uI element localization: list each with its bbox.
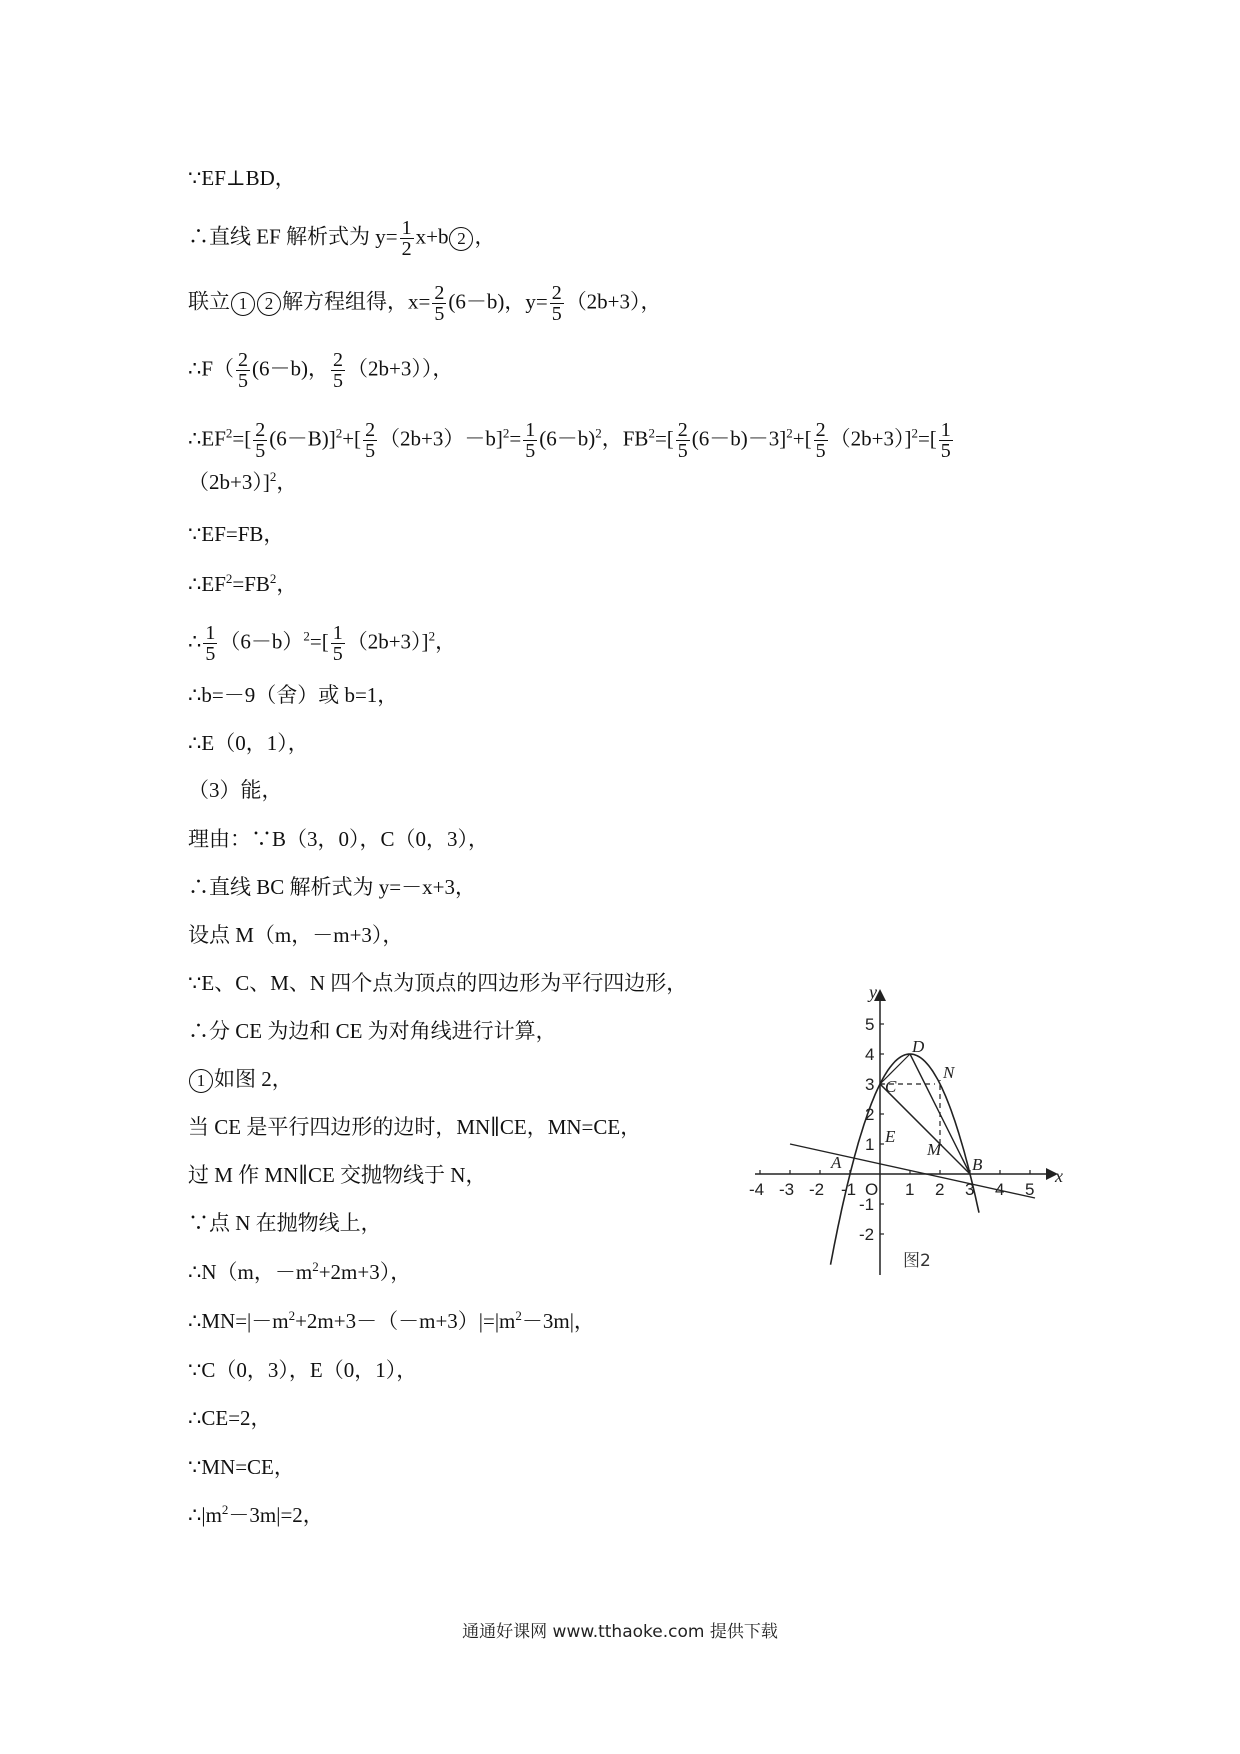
text-line-26 bbox=[188, 1452, 295, 1482]
line-text: (6－B)] bbox=[269, 426, 336, 451]
fraction bbox=[400, 218, 414, 259]
text-line-18 bbox=[188, 1064, 293, 1094]
x-axis-label: x bbox=[1055, 1166, 1063, 1186]
fraction bbox=[814, 420, 828, 461]
text-line-4 bbox=[188, 350, 453, 391]
line-text: ， bbox=[276, 470, 298, 494]
denominator: 5 bbox=[205, 643, 216, 665]
figure-caption: 图2 bbox=[903, 1251, 931, 1271]
denominator: 5 bbox=[525, 440, 536, 462]
superscript: 2 bbox=[303, 628, 310, 644]
x-tick-label: -2 bbox=[809, 1180, 825, 1199]
superscript: 2 bbox=[269, 469, 277, 484]
superscript: 2 bbox=[269, 571, 277, 586]
x-tick-label: 2 bbox=[935, 1180, 945, 1199]
numerator: 1 bbox=[205, 622, 216, 644]
circled-number: 2 bbox=[449, 227, 473, 251]
fraction bbox=[203, 623, 217, 664]
fraction bbox=[676, 420, 690, 461]
line-text: ∴b=－9（舍）或 b=1， bbox=[188, 683, 399, 707]
denominator: 5 bbox=[238, 370, 249, 392]
circled-number: 2 bbox=[257, 292, 281, 316]
superscript: 2 bbox=[515, 1308, 522, 1323]
superscript: 2 bbox=[288, 1308, 296, 1323]
line-text: ∴EF bbox=[188, 426, 226, 451]
point-label-e: E bbox=[885, 1127, 896, 1146]
fraction bbox=[253, 420, 267, 461]
denominator: 2 bbox=[401, 238, 412, 260]
line-text: 设点 M（m，－m+3）， bbox=[188, 923, 404, 947]
x-tick-label: 1 bbox=[905, 1180, 915, 1199]
line-text: 过 M 作 MN∥CE 交抛物线于 N， bbox=[188, 1163, 487, 1187]
x-tick-label: 4 bbox=[995, 1180, 1005, 1199]
line-text: （2b+3）， bbox=[565, 289, 662, 314]
y-tick-label: 5 bbox=[865, 1015, 875, 1034]
line-text: ∴F（ bbox=[188, 356, 235, 381]
line-text: ∴|m bbox=[188, 1503, 222, 1527]
point-label-m: M bbox=[927, 1140, 942, 1159]
line-text: (6－b)， bbox=[252, 356, 330, 381]
line-text: ， bbox=[435, 629, 457, 654]
text-line-2: ∴直线 EF 解析式为 y= $\frac{1}{2}$ x+b 2 ， bbox=[188, 217, 496, 260]
y-tick-label: 2 bbox=[865, 1105, 875, 1124]
y-tick-label: -1 bbox=[859, 1195, 875, 1214]
line-text: ∵E、C、M、N 四个点为顶点的四边形为平行四边形， bbox=[188, 971, 688, 995]
denominator: 5 bbox=[815, 440, 826, 462]
numerator: 2 bbox=[677, 419, 688, 441]
line-text: (6－b) bbox=[539, 426, 596, 451]
text-line-1 bbox=[188, 163, 296, 193]
fraction bbox=[236, 350, 250, 391]
x-tick-label: -1 bbox=[841, 1180, 857, 1199]
line-text: ∴MN=|－m bbox=[188, 1309, 289, 1333]
page-footer: 通通好课网 www.tthaoke.com 提供下载 bbox=[462, 1622, 778, 1642]
figure-2-diagram bbox=[749, 980, 1085, 1280]
text-line-11 bbox=[188, 728, 309, 758]
line-text: ∴直线 BC 解析式为 y=－x+3， bbox=[188, 875, 476, 899]
y-tick-label: 3 bbox=[865, 1075, 875, 1094]
numerator: 1 bbox=[940, 419, 951, 441]
line-text: ∴E（0，1）， bbox=[188, 731, 309, 755]
line-text: ∵点 N 在抛物线上， bbox=[188, 1211, 382, 1235]
text-line-10 bbox=[188, 680, 398, 710]
text-line-19 bbox=[188, 1112, 641, 1142]
y-tick-label: 4 bbox=[865, 1045, 875, 1064]
text-line-24 bbox=[188, 1355, 417, 1385]
line-text: 当 CE 是平行四边形的边时，MN∥CE，MN=CE， bbox=[188, 1115, 642, 1139]
x-tick-label: -4 bbox=[749, 1180, 765, 1199]
text-line-3 bbox=[188, 283, 662, 324]
fraction bbox=[331, 623, 345, 664]
line-text: 解方程组得，x= bbox=[282, 289, 431, 314]
text-line-15 bbox=[188, 920, 403, 950]
line-text: ∴ bbox=[188, 629, 202, 654]
point-label-a: A bbox=[831, 1153, 842, 1172]
superscript: 2 bbox=[225, 571, 233, 586]
numerator: 1 bbox=[525, 419, 536, 441]
numerator: 2 bbox=[434, 282, 445, 304]
line-text: ∴N（m，－m bbox=[188, 1260, 313, 1284]
x-tick-label: -3 bbox=[779, 1180, 795, 1199]
denominator: 5 bbox=[434, 303, 445, 325]
superscript: 2 bbox=[911, 425, 918, 441]
numerator: 2 bbox=[551, 282, 562, 304]
point-label-d: D bbox=[912, 1037, 925, 1056]
denominator: 5 bbox=[333, 370, 344, 392]
superscript: 2 bbox=[335, 425, 343, 441]
superscript: 2 bbox=[595, 425, 602, 441]
line-text: =[ bbox=[309, 629, 329, 654]
line-text: x+b bbox=[415, 224, 449, 249]
fraction bbox=[550, 283, 564, 324]
text-line-20 bbox=[188, 1160, 486, 1190]
numerator: 1 bbox=[332, 622, 343, 644]
fraction bbox=[939, 420, 953, 461]
line-text: 联立 bbox=[188, 289, 230, 314]
text-line-12 bbox=[188, 775, 283, 805]
x-tick-label: 3 bbox=[965, 1180, 975, 1199]
line-text: －3m|， bbox=[521, 1309, 595, 1333]
superscript: 2 bbox=[648, 425, 655, 441]
y-tick-label: -2 bbox=[859, 1225, 875, 1244]
line-text: ∴分 CE 为边和 CE 为对角线进行计算， bbox=[188, 1019, 557, 1043]
text-line-17 bbox=[188, 1016, 557, 1046]
line-text: +[ bbox=[792, 426, 812, 451]
text-line-5 bbox=[188, 420, 955, 461]
text-line-14 bbox=[188, 872, 476, 902]
line-text: 如图 2， bbox=[214, 1067, 293, 1091]
line-text: ∴直线 EF 解析式为 y= bbox=[188, 224, 398, 249]
line-text: ∵EF=FB， bbox=[188, 522, 285, 546]
line-text: （2b+3）] bbox=[829, 426, 912, 451]
line-text: （2b+3））， bbox=[347, 356, 454, 381]
line-text: = bbox=[509, 426, 522, 451]
fraction bbox=[523, 420, 537, 461]
line-text: ∵EF⊥BD， bbox=[188, 166, 296, 190]
line-text: ∵C（0，3），E（0，1）， bbox=[188, 1358, 418, 1382]
text-line-8 bbox=[188, 569, 297, 599]
numerator: 2 bbox=[238, 349, 249, 371]
text-line-7 bbox=[188, 519, 284, 549]
superscript: 2 bbox=[786, 425, 793, 441]
line-text: （3）能， bbox=[188, 778, 283, 802]
fraction bbox=[331, 350, 345, 391]
denominator: 5 bbox=[940, 440, 951, 462]
text-line-27 bbox=[188, 1500, 324, 1530]
line-text: ∴CE=2， bbox=[188, 1406, 272, 1430]
point-label-n: N bbox=[943, 1063, 955, 1082]
superscript: 2 bbox=[428, 628, 436, 644]
y-tick-label: 1 bbox=[865, 1135, 875, 1154]
parabola-curve bbox=[831, 1054, 980, 1265]
fraction bbox=[432, 283, 446, 324]
line-text: ∴EF bbox=[188, 572, 226, 596]
denominator: 5 bbox=[677, 440, 688, 462]
text-line-25 bbox=[188, 1403, 272, 1433]
point-label-b: B bbox=[972, 1155, 983, 1174]
circled-number: 1 bbox=[189, 1069, 213, 1093]
x-tick-label: O bbox=[865, 1180, 879, 1199]
line-text: ，FB bbox=[601, 426, 649, 451]
numerator: 2 bbox=[815, 419, 826, 441]
numerator: 2 bbox=[365, 419, 376, 441]
line-text: ∵MN=CE， bbox=[188, 1455, 295, 1479]
text-line-23 bbox=[188, 1306, 595, 1336]
superscript: 2 bbox=[502, 425, 510, 441]
line-text: =[ bbox=[232, 426, 252, 451]
superscript: 2 bbox=[225, 425, 233, 441]
line-text: （6－b） bbox=[219, 629, 304, 654]
line-text: 理由：∵B（3，0），C（0，3）， bbox=[188, 827, 490, 851]
line-text: (6－b)，y= bbox=[448, 289, 548, 314]
fraction bbox=[363, 420, 377, 461]
denominator: 5 bbox=[332, 643, 343, 665]
line-text: －3m|=2， bbox=[228, 1503, 324, 1527]
line-text: （2b+3）] bbox=[188, 470, 270, 494]
line-text: +2m+3－（－m+3）|=|m bbox=[295, 1309, 516, 1333]
x-tick-label: 5 bbox=[1025, 1180, 1035, 1199]
line-text: =FB bbox=[232, 572, 270, 596]
line-text: =[ bbox=[917, 426, 937, 451]
numerator: 2 bbox=[333, 349, 344, 371]
circled-number: 1 bbox=[231, 292, 255, 316]
superscript: 2 bbox=[221, 1502, 229, 1517]
y-axis-label: y bbox=[869, 982, 877, 1002]
superscript: 2 bbox=[312, 1259, 319, 1274]
denominator: 5 bbox=[365, 440, 376, 462]
text-line-9 bbox=[188, 623, 456, 664]
line-text: ， bbox=[276, 572, 298, 596]
line-text: （2b+3）－b] bbox=[379, 426, 503, 451]
text-line-13 bbox=[188, 824, 489, 854]
line-text: =[ bbox=[654, 426, 674, 451]
numerator: 2 bbox=[255, 419, 266, 441]
line-text: （2b+3）] bbox=[346, 629, 429, 654]
denominator: 5 bbox=[255, 440, 266, 462]
denominator: 5 bbox=[551, 303, 562, 325]
point-label-c: C bbox=[885, 1077, 897, 1096]
line-text: (6－b)－3] bbox=[691, 426, 787, 451]
text-line-16 bbox=[188, 968, 687, 998]
numerator: 1 bbox=[401, 217, 412, 239]
text-line-22 bbox=[188, 1257, 411, 1287]
line-text: +[ bbox=[342, 426, 362, 451]
text-line-6 bbox=[188, 467, 297, 497]
text-line-21 bbox=[188, 1208, 382, 1238]
line-text: +2m+3）， bbox=[318, 1260, 412, 1284]
